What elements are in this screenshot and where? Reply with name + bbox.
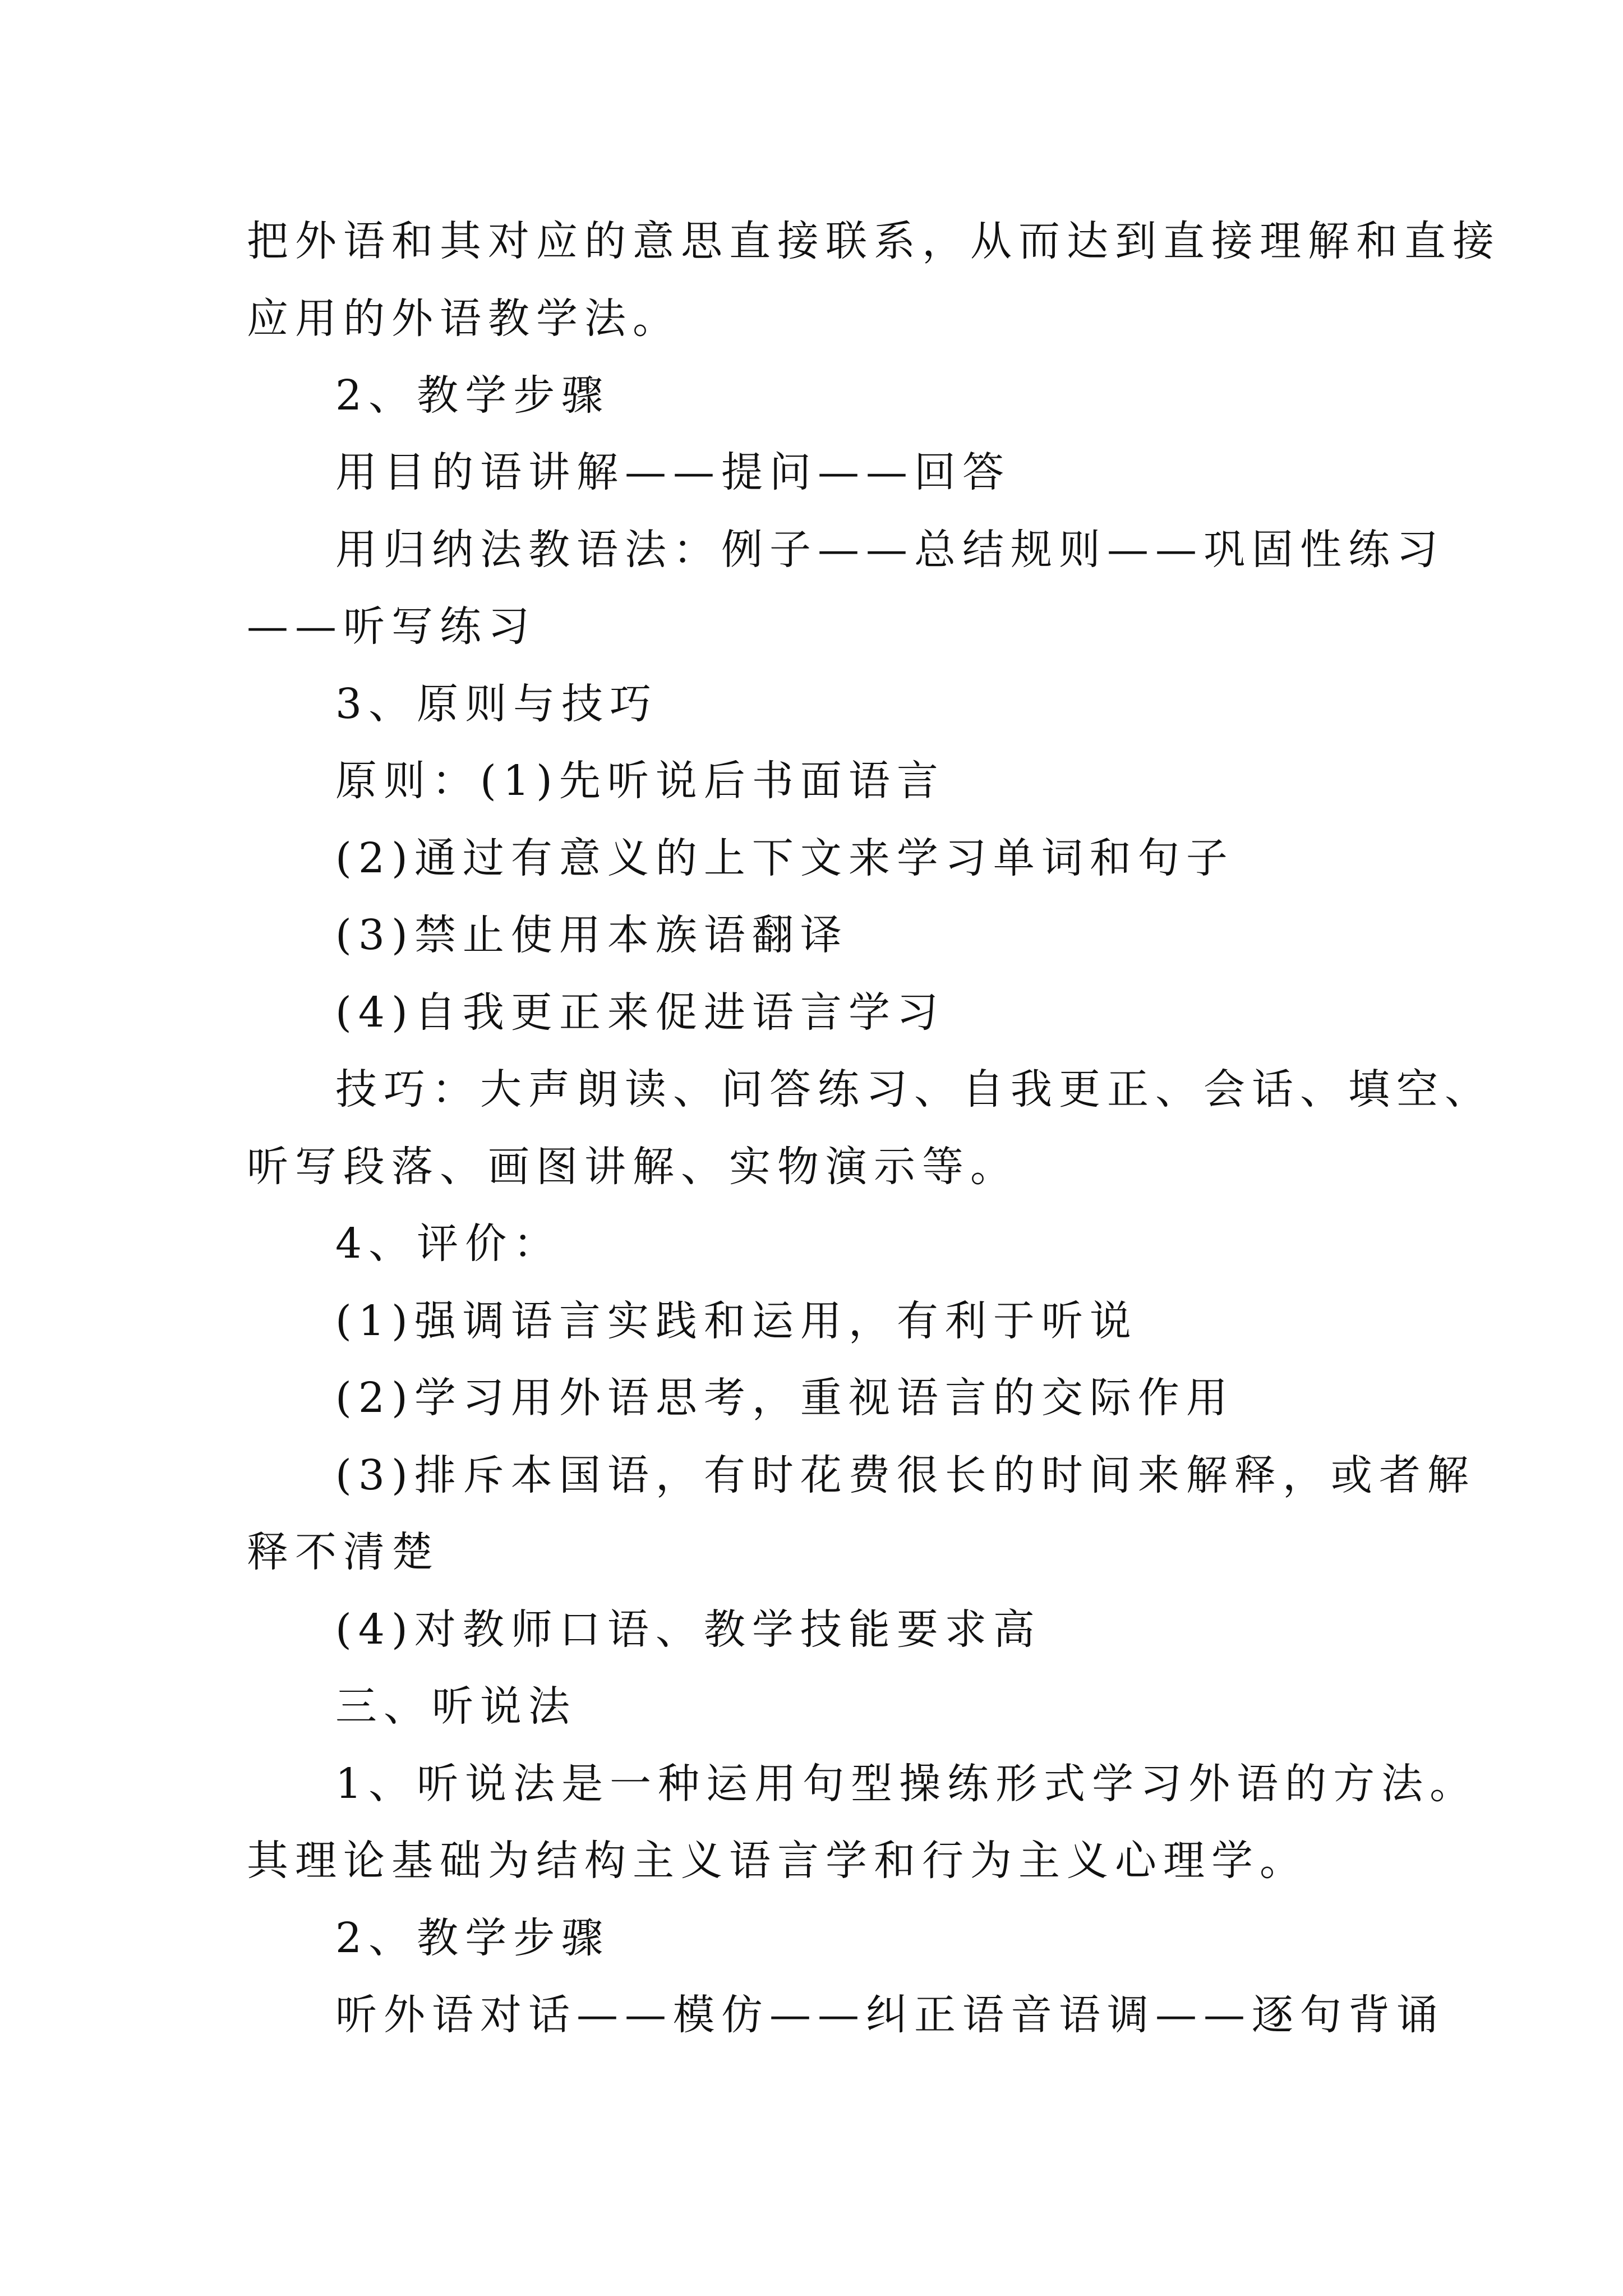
text-line: 听写段落、画图讲解、实物演示等。 bbox=[247, 1143, 1018, 1191]
text-line: 用归纳法教语法：例子——总结规则——巩固性练习 bbox=[335, 526, 1445, 574]
text-line: (4)自我更正来促进语言学习 bbox=[335, 988, 945, 1037]
text-line: 把外语和其对应的意思直接联系，从而达到直接理解和直接 bbox=[247, 217, 1501, 265]
text-line: (3)排斥本国语，有时花费很长的时间来解释，或者解 bbox=[335, 1451, 1476, 1499]
text-line: ——听写练习 bbox=[247, 602, 536, 651]
text-line: (2)通过有意义的上下文来学习单词和句子 bbox=[335, 834, 1234, 882]
text-line: 其理论基础为结构主义语言学和行为主义心理学。 bbox=[247, 1837, 1308, 1885]
text-line: 技巧：大声朗读、问答练习、自我更正、会话、填空、 bbox=[335, 1065, 1493, 1114]
text-line: 释不清楚 bbox=[247, 1528, 440, 1576]
text-line: 用目的语讲解——提问——回答 bbox=[335, 448, 1011, 496]
text-line: 应用的外语教学法。 bbox=[247, 295, 681, 343]
section-heading: 2、教学步骤 bbox=[335, 371, 610, 420]
section-heading: 3、原则与技巧 bbox=[335, 680, 658, 728]
text-line: (3)禁止使用本族语翻译 bbox=[335, 911, 849, 959]
section-heading: 4、评价： bbox=[335, 1220, 562, 1268]
text-line: 1、听说法是一种运用句型操练形式学习外语的方法。 bbox=[335, 1760, 1478, 1808]
text-line: (1)强调语言实践和运用，有利于听说 bbox=[335, 1297, 1138, 1345]
text-line: (2)学习用外语思考，重视语言的交际作用 bbox=[335, 1374, 1234, 1422]
section-heading: 三、听说法 bbox=[335, 1682, 577, 1731]
text-line: (4)对教师口语、教学技能要求高 bbox=[335, 1605, 1041, 1654]
text-line: 听外语对话——模仿——纠正语音语调——逐句背诵 bbox=[335, 1991, 1445, 2039]
section-heading: 2、教学步骤 bbox=[335, 1914, 610, 1962]
text-line: 原则：(1)先听说后书面语言 bbox=[335, 757, 945, 805]
